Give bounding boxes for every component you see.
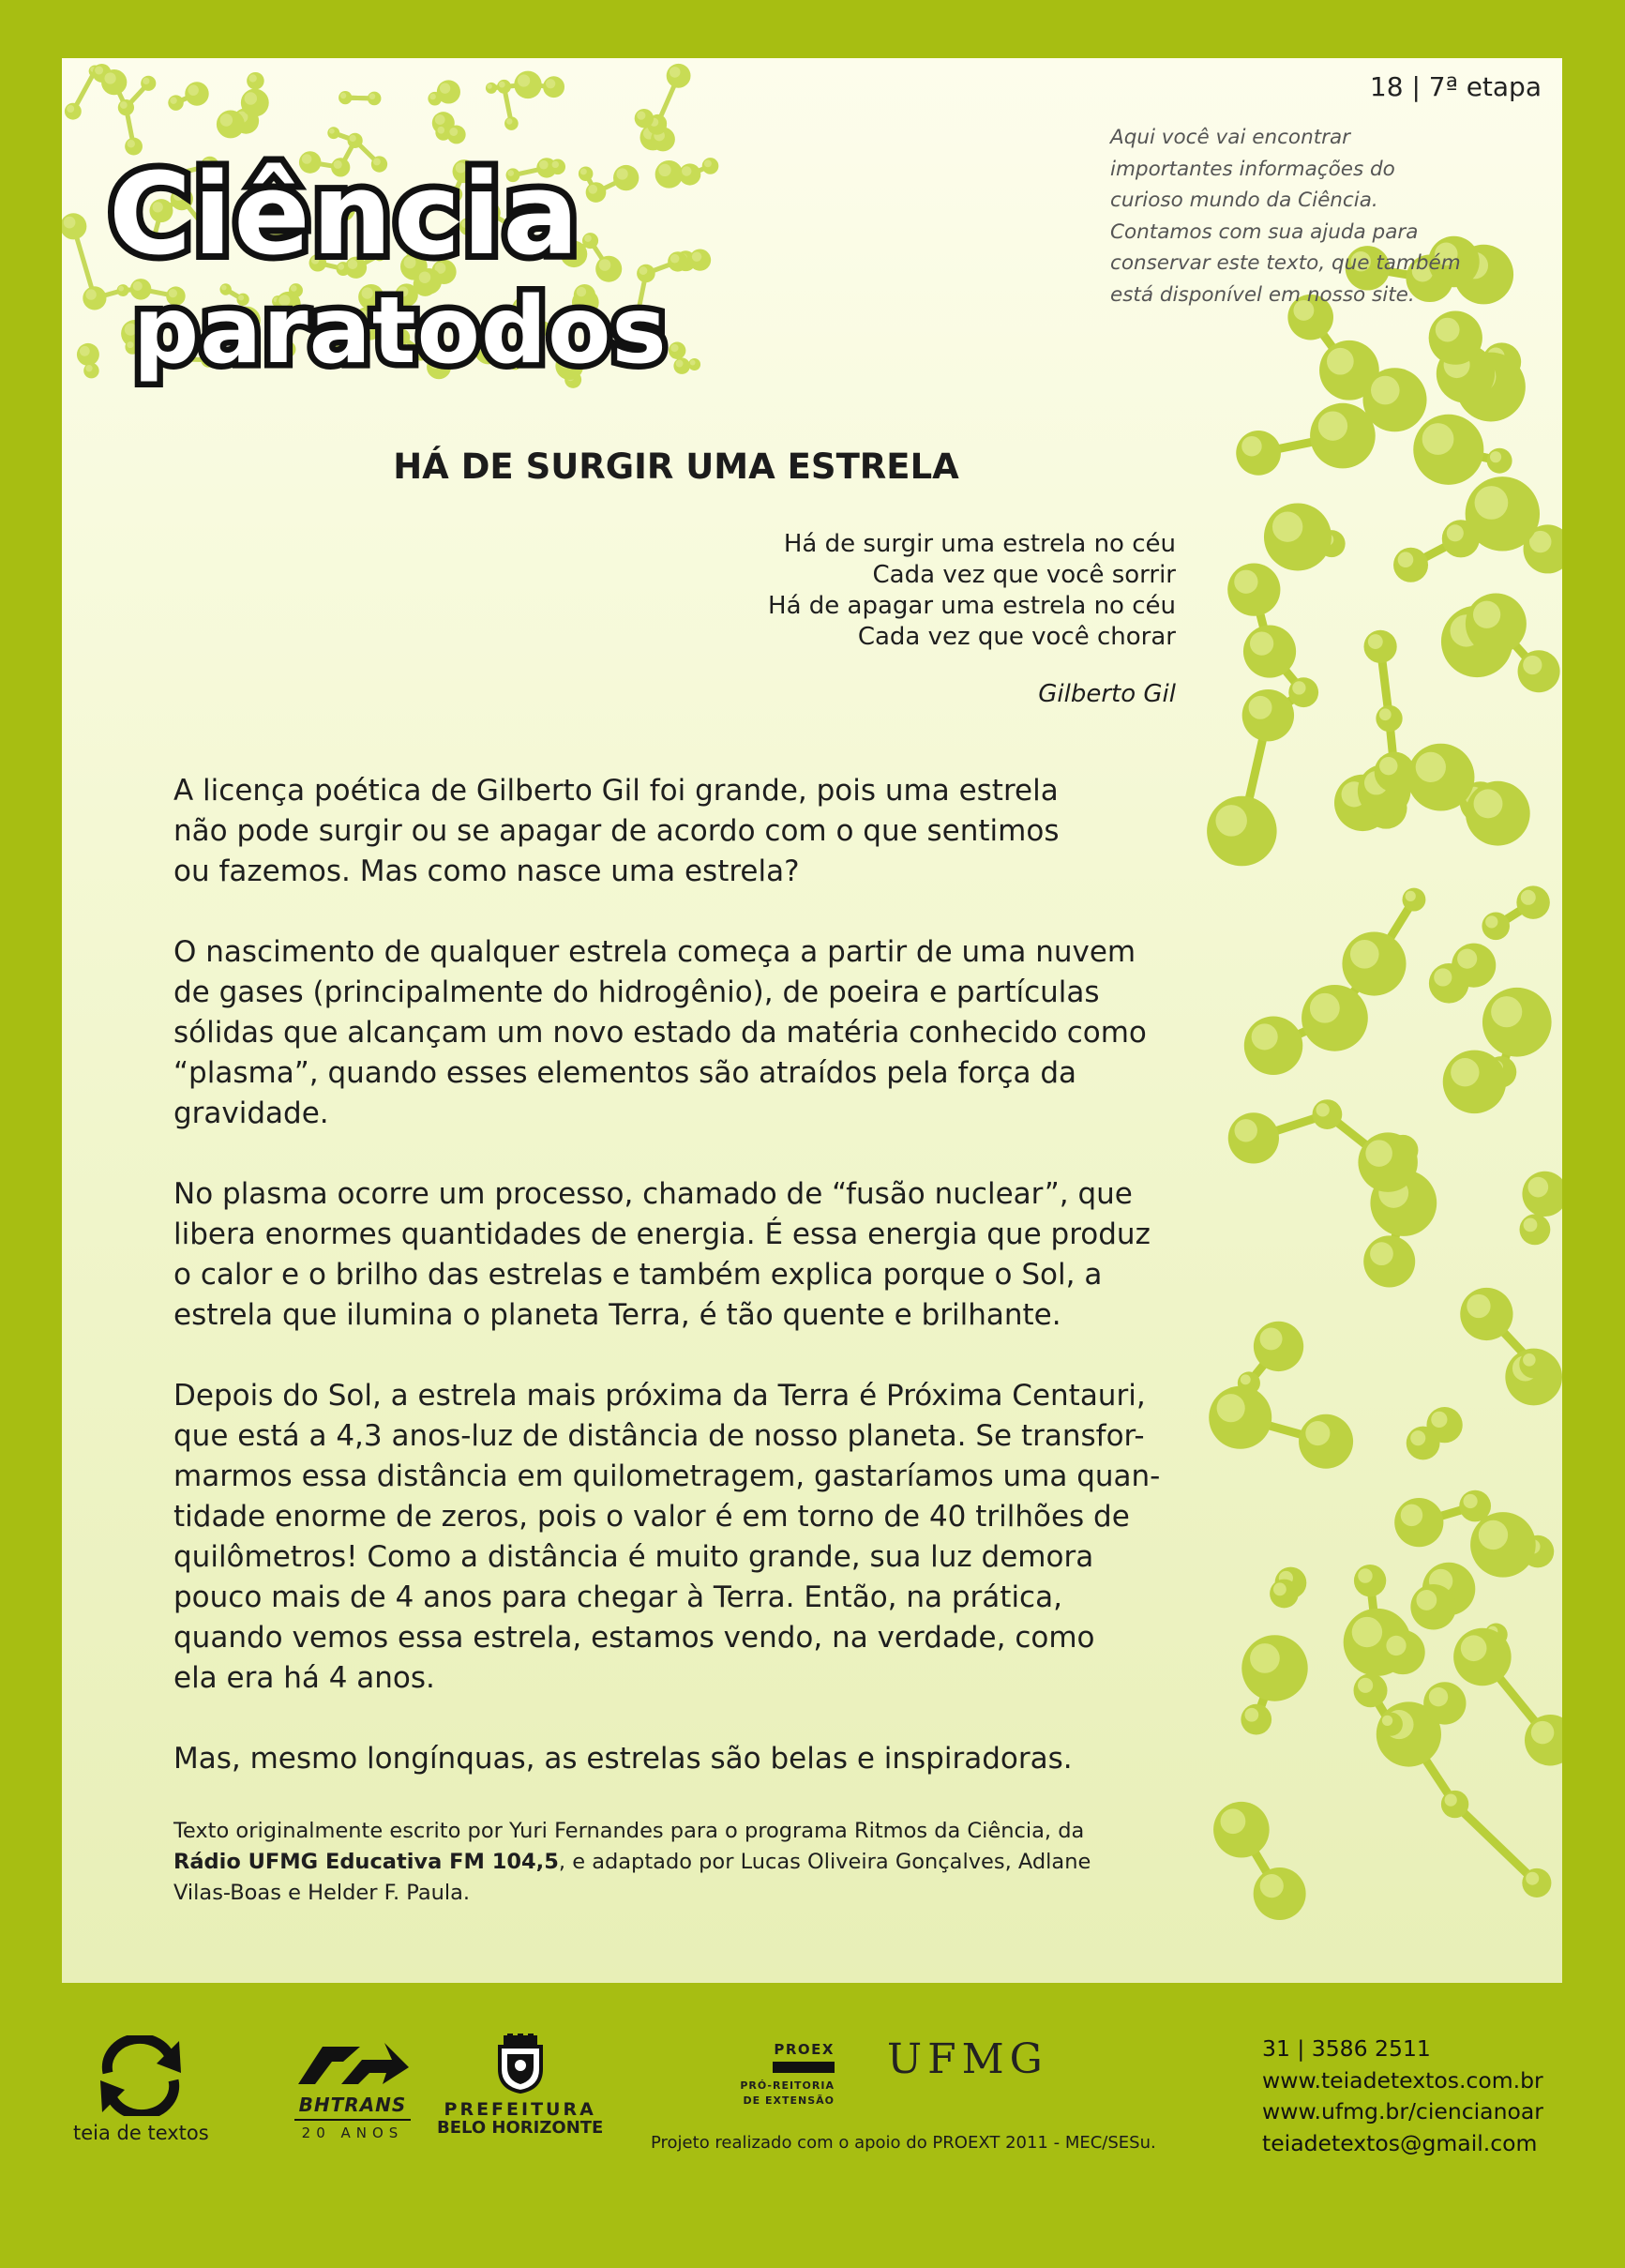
paragraph-line: sólidas que alcançam um novo estado da matéria conhecido como bbox=[173, 1016, 1147, 1050]
molecule-atom-highlight bbox=[248, 74, 256, 82]
molecule-atom-highlight bbox=[1431, 1412, 1447, 1428]
molecule-atom-highlight bbox=[1273, 1582, 1286, 1595]
molecule-atom-highlight bbox=[1416, 752, 1446, 782]
molecule-atom-highlight bbox=[1272, 511, 1302, 541]
paragraph-line: A licença poética de Gilberto Gil foi grande, pois uma estrela bbox=[173, 774, 1059, 808]
article-title: HÁ DE SURGIR UMA ESTRELA bbox=[393, 446, 959, 487]
molecule-atom-highlight bbox=[1379, 708, 1392, 720]
intro-line: Aqui você vai encontrar bbox=[1110, 126, 1350, 149]
ciencia-para-todos-logo bbox=[99, 141, 737, 394]
paragraph-line: quando vemos essa estrela, estamos vendo, na verdade, como bbox=[173, 1621, 1095, 1655]
molecule-atom-highlight bbox=[1422, 423, 1454, 455]
contact-email[interactable]: teiadetextos@gmail.com bbox=[1262, 2129, 1538, 2156]
molecule-atom-highlight bbox=[637, 112, 645, 120]
molecule-atom-highlight bbox=[1447, 524, 1464, 541]
molecule-atom-highlight bbox=[487, 83, 491, 88]
molecule-atom-highlight bbox=[1260, 1327, 1283, 1350]
credits bbox=[173, 1816, 1224, 1909]
molecule-atom-highlight bbox=[1461, 1635, 1487, 1661]
molecule-atom-highlight bbox=[170, 97, 176, 103]
paragraph-line: que está a 4,3 anos-luz de distância de nosso planeta. Se transfor- bbox=[173, 1419, 1145, 1453]
molecule-atom-highlight bbox=[429, 94, 436, 100]
molecule-atom-highlight bbox=[143, 78, 149, 84]
proex-logo bbox=[724, 2041, 835, 2109]
support-note: Projeto realizado com o apoio do PROEXT 2011 - MEC/SESu. bbox=[651, 2133, 1156, 2153]
intro-line: conservar este texto, que também bbox=[1110, 251, 1461, 275]
credits-text: Vilas-Boas e Helder F. Paula. bbox=[173, 1881, 471, 1905]
molecule-atom-highlight bbox=[80, 346, 90, 356]
intro-note bbox=[1110, 122, 1467, 310]
belo-horizonte-label: BELO HORIZONTE bbox=[437, 2118, 604, 2138]
molecule-atom-highlight bbox=[1305, 1421, 1330, 1445]
article-paragraph bbox=[173, 1174, 1224, 1336]
molecule-atom-highlight bbox=[1370, 1242, 1393, 1265]
prefeitura-label: PREFEITURA bbox=[444, 2099, 596, 2120]
molecule-atom-highlight bbox=[1318, 411, 1347, 440]
molecule-atom-highlight bbox=[1474, 789, 1503, 818]
teia-label: teia de textos bbox=[73, 2122, 209, 2144]
molecule-atom-highlight bbox=[518, 74, 530, 86]
molecule-atom-highlight bbox=[1491, 996, 1522, 1027]
molecule-atom-highlight bbox=[1327, 348, 1354, 375]
molecule-atom-highlight bbox=[1457, 949, 1477, 969]
molecule-atom-highlight bbox=[64, 217, 76, 229]
molecule-atom-highlight bbox=[1467, 1294, 1490, 1318]
intro-line: curioso mundo da Ciência. bbox=[1110, 189, 1378, 212]
molecule-atom-highlight bbox=[546, 79, 555, 88]
molecule-bond bbox=[1455, 1805, 1537, 1883]
molecule-atom-highlight bbox=[1386, 1636, 1406, 1656]
poem-line: Há de surgir uma estrela no céu bbox=[783, 530, 1176, 558]
molecule-atom-highlight bbox=[1371, 376, 1400, 405]
molecule-atom-highlight bbox=[95, 67, 103, 75]
paragraph-line: ela era há 4 anos. bbox=[173, 1661, 435, 1695]
intro-line: importantes informações do bbox=[1110, 157, 1395, 181]
paragraph-line: quilômetros! Como a distância é muito grande, sua luz demora bbox=[173, 1540, 1094, 1574]
molecule-atom-highlight bbox=[1252, 1023, 1278, 1050]
molecule-atom-highlight bbox=[1358, 1568, 1372, 1582]
molecule-atom-highlight bbox=[1526, 1872, 1539, 1885]
paragraph-line: de gases (principalmente do hidrogênio), de poeira e partículas bbox=[173, 975, 1100, 1009]
molecule-atom-highlight bbox=[437, 127, 444, 134]
molecule-atom-highlight bbox=[449, 128, 458, 136]
molecule-atom-highlight bbox=[1485, 915, 1497, 928]
proex-bar bbox=[773, 2062, 835, 2073]
molecule-atom-highlight bbox=[220, 113, 233, 126]
paragraph-line: libera enormes quantidades de energia. É essa energia que produz bbox=[173, 1217, 1151, 1251]
article-body bbox=[173, 771, 1224, 1820]
bhtrans-logo bbox=[294, 2039, 411, 2141]
cycle-icon bbox=[89, 2035, 192, 2116]
molecule-atom-highlight bbox=[1445, 1793, 1457, 1806]
poem-line: Há de apagar uma estrela no céu bbox=[768, 592, 1176, 620]
paragraph-line: gravidade. bbox=[173, 1096, 329, 1130]
molecule-atom-highlight bbox=[1473, 601, 1500, 628]
page-label: 18 | 7ª etapa bbox=[1369, 71, 1542, 102]
poem-line: Cada vez que você chorar bbox=[857, 623, 1176, 651]
poem-line: Cada vez que você sorrir bbox=[872, 561, 1176, 589]
molecule-atom-highlight bbox=[67, 105, 74, 113]
molecule-atom-highlight bbox=[340, 93, 346, 98]
paragraph-line: tidade enorme de zeros, pois o valor é em torno de 40 trilhões de bbox=[173, 1500, 1130, 1534]
poem-author: Gilberto Gil bbox=[1038, 680, 1176, 708]
molecule-atom-highlight bbox=[1249, 696, 1272, 719]
molecule-atom-highlight bbox=[1401, 1504, 1423, 1527]
logo-line-2: paratodos bbox=[133, 278, 668, 385]
paragraph-line: O nascimento de qualquer estrela começa a partir de uma nuvem bbox=[173, 935, 1136, 969]
contact-phone: 31 | 3586 2511 bbox=[1262, 2035, 1431, 2062]
contact-website[interactable]: www.teiadetextos.com.br bbox=[1262, 2066, 1543, 2094]
prefeitura-bh-logo bbox=[437, 2034, 603, 2138]
molecule-atom-highlight bbox=[1234, 570, 1257, 594]
molecule-atom-highlight bbox=[1416, 1590, 1437, 1610]
footer bbox=[0, 1983, 1625, 2268]
molecule-atom-highlight bbox=[369, 93, 376, 99]
intro-line: Contamos com sua ajuda para bbox=[1110, 219, 1419, 244]
molecule-atom-highlight bbox=[1523, 1353, 1536, 1367]
molecule-atom-highlight bbox=[1436, 318, 1460, 342]
molecule-atom-highlight bbox=[1524, 1218, 1538, 1232]
article-paragraph bbox=[173, 1376, 1224, 1699]
molecule-atom-highlight bbox=[1382, 1716, 1392, 1726]
proex-label: PROEX bbox=[774, 2041, 835, 2058]
molecule-atom-highlight bbox=[1479, 1520, 1508, 1550]
credits-text: , e adaptado por Lucas Oliveira Gonçalves, Adlane bbox=[558, 1850, 1091, 1874]
molecule-atom-highlight bbox=[85, 365, 92, 371]
molecule-atom-highlight bbox=[120, 101, 128, 109]
molecule-atom-highlight bbox=[1531, 1721, 1555, 1745]
molecule-atom-highlight bbox=[1464, 1494, 1478, 1508]
paragraph-line: Mas, mesmo longínquas, as estrelas são belas e inspiradoras. bbox=[173, 1742, 1073, 1776]
logo-line-1: Ciência bbox=[109, 150, 581, 280]
molecule-atom-highlight bbox=[1406, 891, 1416, 901]
bhtrans-anniversary: 20 ANOS bbox=[301, 2124, 404, 2141]
molecule-atom-highlight bbox=[188, 84, 198, 95]
molecule-atom-highlight bbox=[104, 72, 115, 83]
molecule-atom-highlight bbox=[1317, 1103, 1330, 1116]
molecule-atom-highlight bbox=[1523, 656, 1542, 674]
molecule-atom-highlight bbox=[1260, 1874, 1284, 1898]
paragraph-line: Depois do Sol, a estrela mais próxima da Terra é Próxima Centauri, bbox=[173, 1379, 1146, 1413]
molecule-atom-highlight bbox=[1352, 1617, 1382, 1647]
content-panel bbox=[62, 58, 1562, 1983]
molecule-atom-highlight bbox=[1521, 890, 1536, 905]
molecule-atom-highlight bbox=[1379, 757, 1397, 775]
paragraph-line: o calor e o brilho das estrelas e também explica porque o Sol, a bbox=[173, 1258, 1103, 1292]
molecule-atom-highlight bbox=[1250, 631, 1273, 655]
epigraph-poem bbox=[768, 529, 1176, 710]
paragraph-line: não pode surgir ou se apagar de acordo com o que sentimos bbox=[173, 814, 1060, 848]
credits-text: Texto originalmente escrito por Yuri Fernandes para o programa Ritmos da Ciência, da bbox=[173, 1819, 1085, 1843]
molecule-atom-highlight bbox=[1410, 1430, 1425, 1445]
molecule-atom-highlight bbox=[1241, 1374, 1251, 1384]
molecule-atom-highlight bbox=[1475, 486, 1509, 520]
city-crest-icon bbox=[494, 2034, 547, 2094]
molecule-atom-highlight bbox=[1310, 993, 1340, 1023]
bhtrans-label: BHTRANS bbox=[294, 2094, 411, 2121]
paragraph-line: pouco mais de 4 anos para chegar à Terra. Então, na prática, bbox=[173, 1580, 1062, 1614]
molecule-atom-highlight bbox=[1365, 1140, 1392, 1167]
molecule-atom-highlight bbox=[1429, 1687, 1448, 1706]
molecule-atom-highlight bbox=[85, 289, 96, 299]
article-paragraph bbox=[173, 771, 1224, 892]
molecule-atom-highlight bbox=[1490, 451, 1501, 462]
molecule-atom-highlight bbox=[440, 83, 450, 94]
molecule-atom-highlight bbox=[1368, 634, 1383, 649]
molecule-atom-highlight bbox=[1244, 1708, 1258, 1722]
molecule-atom-highlight bbox=[506, 118, 513, 125]
molecule-atom-highlight bbox=[1451, 1058, 1479, 1086]
proex-sub: PRÓ-REITORIA bbox=[740, 2079, 835, 2092]
molecule-atom-highlight bbox=[1292, 681, 1305, 694]
article-paragraph bbox=[173, 932, 1224, 1134]
molecule-atom-highlight bbox=[1235, 1119, 1257, 1142]
contact-website[interactable]: www.ufmg.br/ciencianoar bbox=[1262, 2098, 1543, 2124]
paragraph-line: No plasma ocorre um processo, chamado de “fusão nuclear”, que bbox=[173, 1177, 1133, 1211]
molecule-atom-highlight bbox=[1398, 552, 1414, 567]
contact-info bbox=[1262, 2034, 1543, 2159]
bhtrans-arrows-icon bbox=[294, 2039, 411, 2088]
paragraph-line: estrela que ilumina o planeta Terra, é tão quente e brilhante. bbox=[173, 1298, 1061, 1332]
paragraph-line: marmos essa distância em quilometragem, gastaríamos uma quan- bbox=[173, 1459, 1161, 1493]
molecule-atom-highlight bbox=[1358, 1678, 1373, 1693]
ufmg-logo: UFMG bbox=[887, 2035, 1048, 2083]
article-paragraph bbox=[173, 1739, 1224, 1779]
credits-radio: Rádio UFMG Educativa FM 104,5 bbox=[173, 1850, 559, 1874]
molecule-atom-highlight bbox=[499, 82, 505, 88]
molecule-atom-highlight bbox=[245, 92, 257, 104]
molecule-atom-highlight bbox=[1527, 1177, 1548, 1198]
paragraph-line: ou fazemos. Mas como nasce uma estrela? bbox=[173, 854, 800, 888]
molecule-atom-highlight bbox=[435, 114, 445, 125]
proex-sub: DE EXTENSÃO bbox=[743, 2094, 835, 2107]
paragraph-line: “plasma”, quando esses elementos são atraídos pela força da bbox=[173, 1056, 1077, 1090]
molecule-atom-highlight bbox=[1221, 1808, 1246, 1834]
teia-de-textos-logo bbox=[73, 2035, 209, 2144]
molecule-atom-highlight bbox=[670, 67, 681, 78]
molecule-atom-highlight bbox=[1250, 1643, 1280, 1673]
molecule-atom-highlight bbox=[1350, 940, 1379, 969]
molecule-atom-highlight bbox=[329, 129, 335, 134]
intro-line: está disponível em nosso site. bbox=[1110, 282, 1415, 307]
molecule-atom-highlight bbox=[1434, 968, 1452, 986]
